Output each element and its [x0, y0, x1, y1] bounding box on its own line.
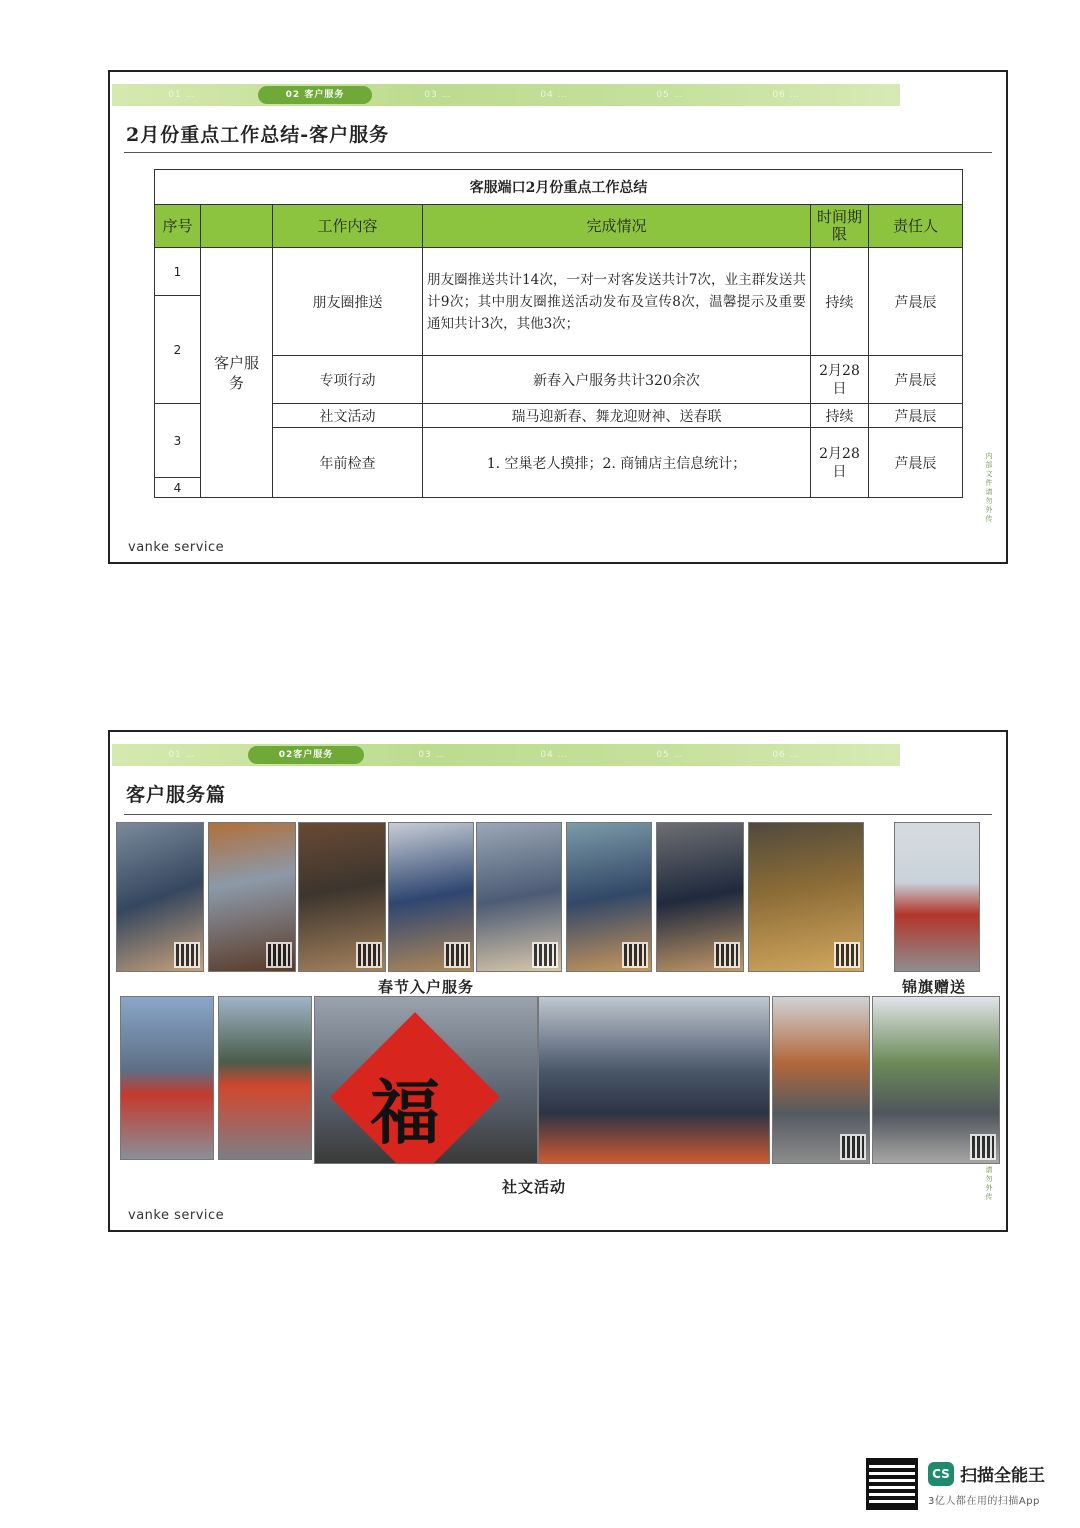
- photo-banner-gift: [894, 822, 980, 972]
- caption-banner-gift: 锦旗赠送: [902, 978, 967, 996]
- owner-cell: 芦晨辰: [869, 248, 963, 356]
- nav-tab-01[interactable]: 01 …: [168, 750, 196, 760]
- photo-event-crowd: [538, 996, 770, 1164]
- seq-cell: 1: [155, 248, 201, 296]
- photo-home-visit: [388, 822, 474, 972]
- qr-code-icon: [444, 942, 470, 968]
- fu-character: 福: [370, 1071, 440, 1154]
- status-cell: 1. 空巢老人摸排；2. 商铺店主信息统计；: [423, 428, 811, 498]
- qr-code-icon: [866, 1458, 918, 1510]
- photo-banner-gift: [872, 996, 1000, 1164]
- caption-spring-visit: 春节入户服务: [378, 978, 475, 996]
- seq-cell: 4: [155, 478, 201, 498]
- scanner-app-name: 扫描全能王: [960, 1466, 1045, 1486]
- brand-logo: vanke service: [128, 540, 225, 555]
- status-cell: 新春入户服务共计320余次: [423, 356, 811, 404]
- qr-code-icon: [834, 942, 860, 968]
- slide-summary: [108, 70, 1008, 564]
- photo-home-visit: [656, 822, 744, 972]
- qr-code-icon: [622, 942, 648, 968]
- photo-home-visit: [298, 822, 386, 972]
- qr-code-icon: [970, 1134, 996, 1160]
- owner-cell: 芦晨辰: [869, 404, 963, 428]
- header-deadline: 时间期限: [811, 205, 869, 248]
- nav-tab-05[interactable]: 05 …: [656, 750, 684, 760]
- nav-tab-03[interactable]: 03 …: [418, 750, 446, 760]
- photo-home-visit: [208, 822, 296, 972]
- item-cell: 朋友圈推送: [273, 248, 423, 356]
- table-caption: 客服端口2月份重点工作总结: [155, 170, 963, 205]
- status-cell: 朋友圈推送共计14次，一对一对客发送共计7次，业主群发送共计9次；其中朋友圈推送活动发布及宣传8次，温馨提示及重要通知共计3次，其他3次；: [423, 248, 811, 356]
- item-cell: 年前检查: [273, 428, 423, 498]
- qr-code-icon: [840, 1134, 866, 1160]
- photo-lion-dance: [120, 996, 214, 1160]
- nav-tab-04[interactable]: 04 …: [540, 90, 568, 100]
- photo-home-visit: [748, 822, 864, 972]
- header-status: 完成情况: [423, 205, 811, 248]
- nav-tab-02-active[interactable]: 02客户服务: [248, 746, 364, 764]
- owner-cell: 芦晨辰: [869, 428, 963, 498]
- category-cell: 客户服务: [201, 248, 273, 498]
- slide-gallery: [108, 730, 1008, 1232]
- photo-home-visit: [566, 822, 652, 972]
- status-cell: 瑞马迎新春、舞龙迎财神、送春联: [423, 404, 811, 428]
- photo-home-visit: [116, 822, 204, 972]
- item-cell: 社文活动: [273, 404, 423, 428]
- title-divider: [124, 152, 992, 153]
- page-title: 客户服务篇: [126, 784, 227, 806]
- seq-cell: 3: [155, 404, 201, 478]
- deadline-cell: 持续: [811, 404, 869, 428]
- owner-cell: 芦晨辰: [869, 356, 963, 404]
- photo-home-visit: [476, 822, 562, 972]
- deadline-cell: 2月28日: [811, 356, 869, 404]
- header-item: 工作内容: [273, 205, 423, 248]
- summary-table: [154, 169, 963, 498]
- caption-culture-activity: 社文活动: [502, 1178, 567, 1196]
- nav-tab-06[interactable]: 06 …: [772, 750, 800, 760]
- nav-tab-03[interactable]: 03 …: [424, 90, 452, 100]
- seq-cell: 2: [155, 296, 201, 404]
- photo-couplets: [314, 996, 538, 1164]
- title-divider: [124, 814, 992, 815]
- photo-dragon-dance: [218, 996, 312, 1160]
- section-nav-bar: [112, 84, 900, 106]
- nav-tab-02-active[interactable]: 02 客户服务: [258, 86, 372, 104]
- qr-code-icon: [714, 942, 740, 968]
- qr-code-icon: [174, 942, 200, 968]
- nav-tab-06[interactable]: 06 …: [772, 90, 800, 100]
- deadline-cell: 持续: [811, 248, 869, 356]
- brand-logo: vanke service: [128, 1208, 225, 1223]
- confidential-note: 请勿外传: [985, 1166, 993, 1201]
- page-title: 2月份重点工作总结-客户服务: [126, 124, 390, 146]
- photo-event-entrance: [772, 996, 870, 1164]
- qr-code-icon: [266, 942, 292, 968]
- deadline-cell: 2月28日: [811, 428, 869, 498]
- scanner-watermark: [866, 1458, 1066, 1514]
- header-blank: [201, 205, 273, 248]
- header-owner: 责任人: [869, 205, 963, 248]
- confidential-note: 内部文件 请勿外传: [985, 452, 993, 523]
- nav-tab-05[interactable]: 05 …: [656, 90, 684, 100]
- nav-tab-04[interactable]: 04 …: [540, 750, 568, 760]
- qr-code-icon: [356, 942, 382, 968]
- qr-code-icon: [532, 942, 558, 968]
- scanner-tagline: 3亿人都在用的扫描App: [928, 1496, 1040, 1507]
- header-seq: 序号: [155, 205, 201, 248]
- item-cell: 专项行动: [273, 356, 423, 404]
- section-nav-bar: [112, 744, 900, 766]
- camscanner-logo-icon: CS: [928, 1462, 954, 1486]
- nav-tab-01[interactable]: 01 …: [168, 90, 196, 100]
